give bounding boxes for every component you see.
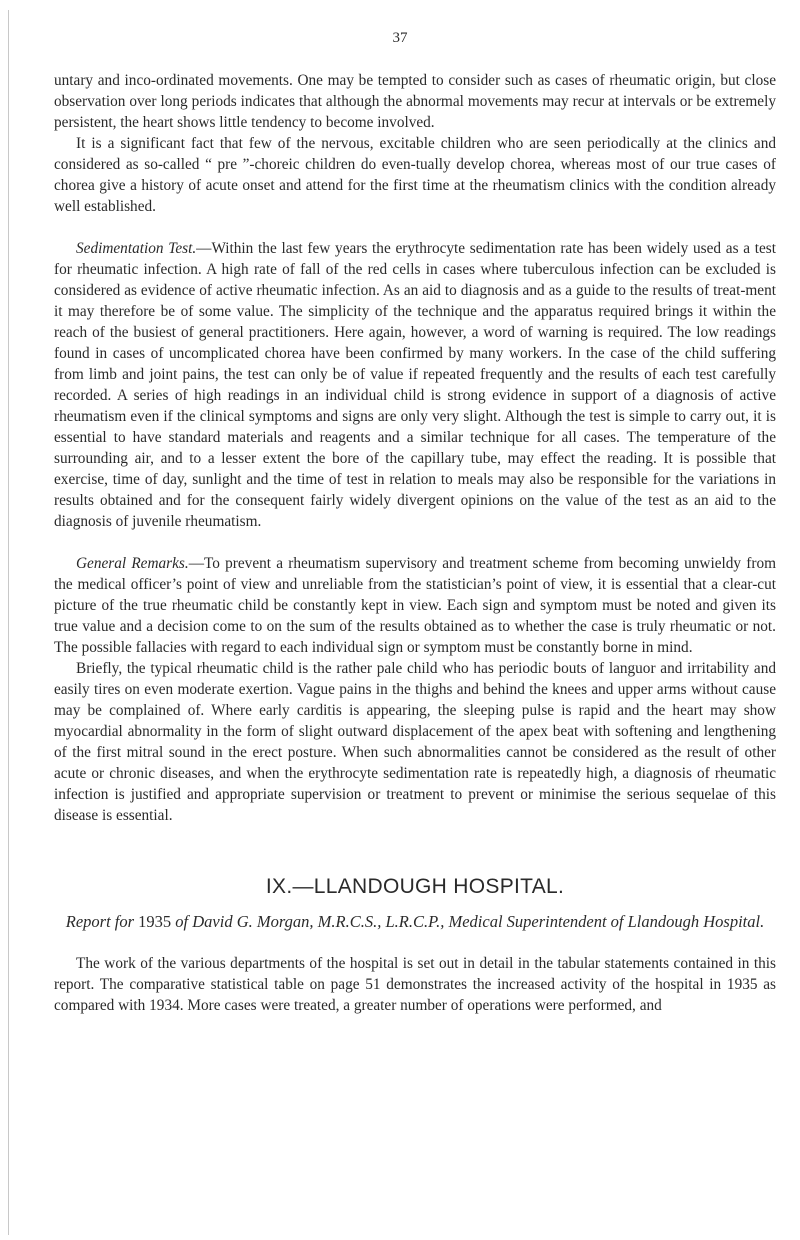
- hospital-paragraph-1: The work of the various departments of the hospital is set out in detail in the tabular statements contained in this report. The comparative statistical table on page 51 demonstrates the increased activity of the hospital in 1935 as compared with 1934. More cases were treated, a greater number of operations were performed, and: [54, 955, 776, 1014]
- report-title: [54, 911, 776, 932]
- sedimentation-test-paragraph: [54, 238, 776, 532]
- page-body: [54, 70, 776, 1016]
- page-binding-edge: [8, 10, 9, 1235]
- continuation-paragraph-1: untary and inco-ordinated movements. One may be tempted to consider such as cases of rheumatic origin, but close observation over long periods indicates that although the abnormal movements may recur at intervals or be extremely persistent, the heart shows little tendency to become involved.: [54, 72, 776, 131]
- report-year: 1935: [138, 912, 172, 931]
- continuation-paragraph-2: It is a significant fact that few of the nervous, excitable children who are seen periodically at the clinics and considered as so-called “ pre ”-choreic children do even-tually develop chorea, whereas most of our true cases of chorea give a history of acute onset and attend for the first time at the rheumatism clinics with the condition already well established.: [54, 135, 776, 215]
- general-remarks-heading: General Remarks.: [76, 555, 189, 572]
- report-title-prefix: Report for: [65, 912, 135, 931]
- hospital-section-title: IX.—LLANDOUGH HOSPITAL.: [265, 875, 565, 898]
- sedimentation-test-heading: Sedimentation Test.: [76, 240, 197, 257]
- general-remarks-paragraph-2: Briefly, the typical rheumatic child is the rather pale child who has periodic bouts of languor and irritability and easily tires on even moderate exertion. Vague pains in the thighs and behind the knees and upper arms without cause may be complained of. Where early carditis is appearing, the sleeping pulse is rapid and the heart may show myocardial abnormality in the form of slight outward displacement of the apex beat with softening and lengthening of the first mitral sound in the erect posture. When such abnormalities cannot be considered as the result of other acute or chronic diseases, and when the erythrocyte sedimentation rate is repeatedly high, a diagnosis of rheumatic infection is justified and appropriate supervision or treatment to prevent or minimise the serious sequelae of this disease is essential.: [54, 660, 776, 824]
- report-title-rest: of David G. Morgan, M.R.C.S., L.R.C.P., Medical Superintendent of Llandough Hospital.: [175, 912, 765, 931]
- general-remarks-paragraph: [54, 553, 776, 658]
- page-number: 37: [392, 30, 408, 46]
- general-remarks-text: —To prevent a rheumatism supervisory and treatment scheme from becoming unwieldy from the medical officer’s point of view and unreliable from the statistician’s point of view, it is essential that a clear-cut picture of the true rheumatic child be constantly kept in view. Each sign and symptom must be noted and given its true value and a decision come to on the sum of the results obtained as to whether the case is truly rheumatic or not. The possible fallacies with regard to each individual sign or symptom must be constantly borne in mind.: [54, 555, 776, 656]
- sedimentation-test-text: —Within the last few years the erythrocyte sedimentation rate has been widely used as a test for rheumatic infection. A high rate of fall of the red cells in cases where tuberculous infection can be excluded is considered as evidence of active rheumatic infection. As an aid to diagnosis and as a guide to the results of treat-ment it may therefore be of some value. The simplicity of the technique and the apparatus required brings it within the reach of the busiest of general practitioners. Here again, however, a word of warning is required. The low readings found in cases of uncomplicated chorea have been confirmed by many workers. In the case of the child suffering from limb and joint pains, the test can only be of value if repeated frequently and the results of each test carefully recorded. A series of high readings in an individual child is strong evidence in support of a diagnosis of active rheumatism even if the clinical symptoms and signs are only very slight. Although the test is simple to carry out, it is essential to have standard materials and reagents and a similar technique for all cases. The temperature of the surrounding air, and to a lesser extent the bore of the capillary tube, may effect the reading. It is possible that exercise, time of day, sunlight and the time of test in relation to meals may also be responsible for the variations in results obtained and for the consequent fairly widely divergent opinions on the value of the test as an aid to the diagnosis of juvenile rheumatism.: [54, 240, 776, 530]
